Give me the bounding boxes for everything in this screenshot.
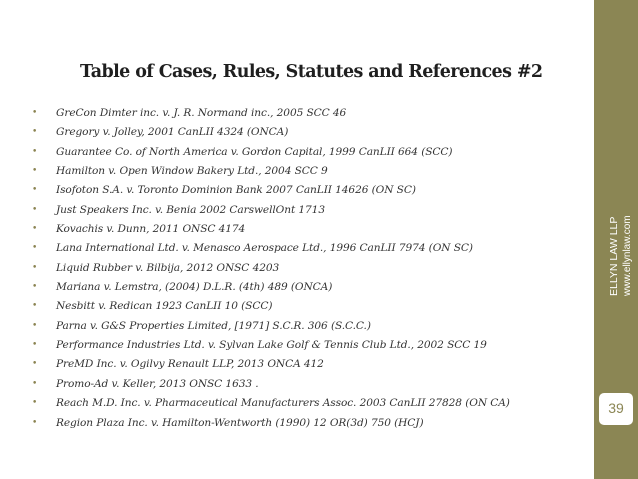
case-citation: Region Plaza Inc. v. Hamilton-Wentworth (1990) 12 OR(3d) 750 (HCJ) (56, 416, 424, 429)
firm-url: www.ellynlaw.com (622, 215, 633, 296)
case-citation: Gregory v. Jolley, 2001 CanLII 4324 (ONCA) (56, 126, 289, 139)
bullet-icon: • (32, 398, 38, 409)
case-list-item (30, 143, 510, 162)
bullet-icon: • (32, 301, 38, 312)
bullet-icon: • (32, 224, 38, 235)
bullet-icon: • (32, 378, 38, 389)
case-citation: Parna v. G&S Properties Limited, [1971] S.C.R. 306 (S.C.C.) (56, 319, 371, 332)
case-citation: PreMD Inc. v. Ogilvy Renault LLP, 2013 ONCA 412 (56, 358, 324, 371)
case-citation: Kovachis v. Dunn, 2011 ONSC 4174 (56, 223, 246, 236)
case-list-item (30, 317, 510, 336)
bullet-icon: • (32, 359, 38, 370)
case-citation: Liquid Rubber v. Bilbija, 2012 ONSC 4203 (56, 261, 280, 274)
case-citation: Lana International Ltd. v. Menasco Aerospace Ltd., 1996 CanLII 7974 (ON SC) (56, 242, 473, 255)
case-citation: Isofoton S.A. v. Toronto Dominion Bank 2007 CanLII 14626 (ON SC) (56, 184, 416, 197)
case-citation: Reach M.D. Inc. v. Pharmaceutical Manufacturers Assoc. 2003 CanLII 27828 (ON CA) (56, 397, 510, 410)
case-list-item (30, 123, 510, 142)
page-number-badge: 39 (598, 392, 634, 426)
case-list-item (30, 297, 510, 316)
case-list-item (30, 181, 510, 200)
firm-credit (608, 186, 634, 296)
case-list-item (30, 355, 510, 374)
case-citation: Just Speakers Inc. v. Benia 2002 CarswellOnt 1713 (56, 203, 325, 216)
case-list-item (30, 259, 510, 278)
slide-title: Table of Cases, Rules, Statutes and References #2 (80, 62, 543, 82)
case-citation: Nesbitt v. Redican 1923 CanLII 10 (SCC) (56, 300, 273, 313)
firm-name: ELLYN LAW LLP (608, 216, 620, 296)
bullet-icon: • (32, 185, 38, 196)
bullet-icon: • (32, 127, 38, 138)
bullet-icon: • (32, 166, 38, 177)
case-citation: Promo-Ad v. Keller, 2013 ONSC 1633 . (56, 377, 259, 390)
case-list-item (30, 220, 510, 239)
case-list-item (30, 336, 510, 355)
case-list-item (30, 162, 510, 181)
bullet-icon: • (32, 146, 38, 157)
bullet-icon: • (32, 243, 38, 254)
case-citation: Guarantee Co. of North America v. Gordon Capital, 1999 CanLII 664 (SCC) (56, 145, 453, 158)
case-list-item (30, 278, 510, 297)
bullet-icon: • (32, 204, 38, 215)
case-list-item (30, 201, 510, 220)
case-list-item (30, 239, 510, 258)
bullet-icon: • (32, 320, 38, 331)
bullet-icon: • (32, 417, 38, 428)
bullet-icon: • (32, 262, 38, 273)
bullet-icon: • (32, 108, 38, 118)
case-citation: Hamilton v. Open Window Bakery Ltd., 2004 SCC 9 (56, 165, 328, 178)
case-list-item (30, 104, 510, 123)
bullet-icon: • (32, 340, 38, 351)
case-list-item (30, 394, 510, 413)
case-citation: Performance Industries Ltd. v. Sylvan Lake Golf & Tennis Club Ltd., 2002 SCC 19 (56, 339, 487, 352)
case-list-item (30, 414, 510, 433)
bullet-icon: • (32, 282, 38, 293)
case-list-item (30, 375, 510, 394)
case-citation: Mariana v. Lemstra, (2004) D.L.R. (4th) 489 (ONCA) (56, 281, 333, 294)
case-citation: GreCon Dimter inc. v. J. R. Normand inc., 2005 SCC 46 (56, 107, 347, 119)
case-list (30, 104, 510, 433)
